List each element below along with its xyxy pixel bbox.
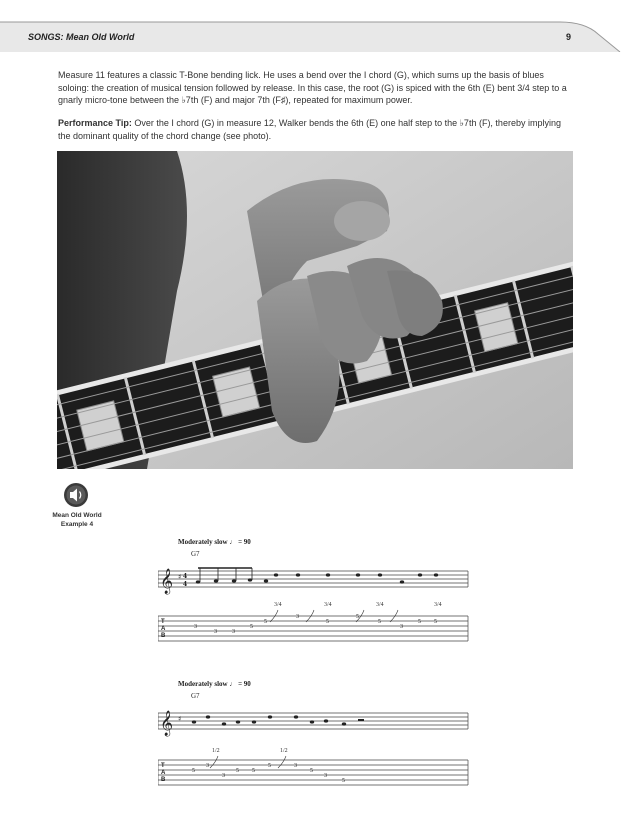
svg-text:3: 3 — [232, 629, 235, 635]
svg-text:4: 4 — [183, 581, 188, 588]
svg-text:5: 5 — [252, 768, 255, 774]
svg-text:5: 5 — [434, 619, 437, 625]
staff-and-tab — [158, 680, 478, 795]
svg-text:5: 5 — [326, 619, 329, 625]
svg-text:A: A — [161, 770, 166, 776]
performance-tip — [58, 117, 572, 142]
bend-amount: 3/4 — [274, 602, 282, 608]
svg-text:♯: ♯ — [178, 573, 182, 581]
svg-text:B: B — [161, 777, 166, 783]
svg-text:3: 3 — [296, 614, 299, 620]
svg-text:3: 3 — [222, 773, 225, 779]
fretboard-photo — [57, 151, 573, 474]
speaker-icon[interactable] — [63, 482, 89, 508]
audio-track-title: Mean Old World — [52, 512, 102, 519]
svg-text:3: 3 — [324, 773, 327, 779]
header-band — [0, 0, 628, 52]
svg-text:5: 5 — [378, 619, 381, 625]
page-header — [0, 0, 628, 52]
svg-text:5: 5 — [264, 619, 267, 625]
svg-text:5: 5 — [268, 763, 271, 769]
chord-symbol: G7 — [191, 550, 200, 558]
tip-text: Over the I chord (G) in measure 12, Walker bends the 6th (E) one half step to the ♭7th (F), thereby implying the dominant quality of the chord change (see photo). — [58, 118, 561, 141]
svg-text:𝄞: 𝄞 — [160, 569, 174, 594]
svg-text:5: 5 — [418, 619, 421, 625]
tip-label: Performance Tip: — [58, 118, 132, 128]
svg-text:3: 3 — [206, 763, 209, 769]
svg-text:3: 3 — [400, 624, 403, 630]
svg-text:5: 5 — [310, 768, 313, 774]
svg-text:T: T — [161, 763, 165, 769]
bend-amount: 1/2 — [280, 748, 288, 754]
svg-text:3: 3 — [194, 624, 197, 630]
bend-amount: 3/4 — [376, 602, 384, 608]
svg-text:5: 5 — [236, 768, 239, 774]
bend-amount: 3/4 — [324, 602, 332, 608]
bend-amount: 1/2 — [212, 748, 220, 754]
audio-track-label — [48, 511, 106, 529]
svg-text:5: 5 — [192, 768, 195, 774]
svg-text:T: T — [161, 619, 165, 625]
tempo-marking: Moderately slow ♩ = 90 — [178, 538, 251, 546]
svg-text:𝄞: 𝄞 — [160, 711, 174, 736]
guitar-fretboard-hand-photo — [57, 151, 573, 469]
page-number: 9 — [566, 32, 572, 42]
svg-text:4: 4 — [183, 573, 188, 580]
staff-and-tab — [158, 538, 478, 653]
chord-symbol: G7 — [191, 692, 200, 700]
svg-text:B: B — [161, 633, 166, 639]
svg-text:3: 3 — [214, 629, 217, 635]
svg-text:5: 5 — [342, 778, 345, 784]
tempo-marking: Moderately slow ♩ = 90 — [178, 680, 251, 688]
audio-track-example: Example 4 — [60, 521, 94, 528]
svg-text:♯: ♯ — [178, 715, 182, 723]
svg-text:3: 3 — [294, 763, 297, 769]
svg-text:A: A — [161, 626, 166, 632]
svg-text:5: 5 — [250, 624, 253, 630]
running-title: SONGS: Mean Old World — [28, 32, 135, 42]
bend-amount: 3/4 — [434, 602, 442, 608]
svg-text:5: 5 — [356, 614, 359, 620]
paragraph-measure-11: Measure 11 features a classic T-Bone bending lick. He uses a bend over the I chord (G), which sums up the basis of blues soloing: the creation of musical tension followed by release. In this case, the root (G) is spiced with the 6th (E) bent 3/4 step to a gnarly micro-tone between the ♭7th (F) and major 7th (F♯), repeated for maximum power. — [58, 70, 567, 105]
